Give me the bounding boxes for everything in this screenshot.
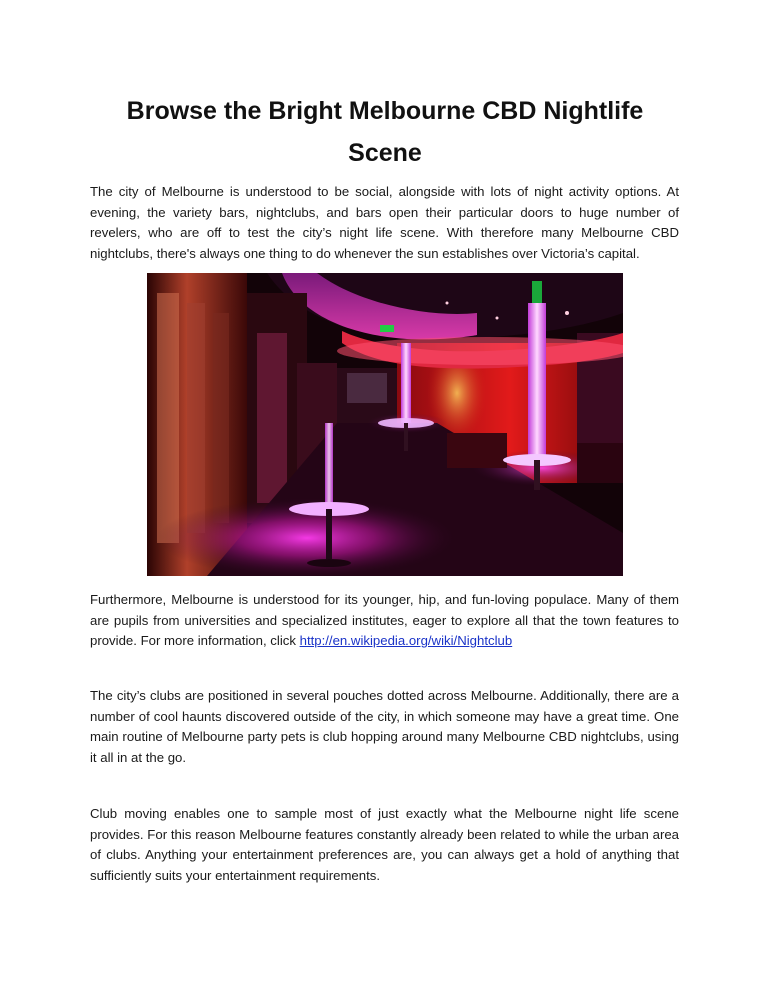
page-title: Browse the Bright Melbourne CBD Nightlife Scene — [126, 97, 644, 167]
paragraph-populace-text: Furthermore, Melbourne is understood for its younger, hip, and fun-loving populace. Many of them are pupils from universities and specialized institutes, eager to explore all that the town features to provide. For more information, click — [90, 592, 679, 649]
paragraph-populace — [90, 590, 679, 652]
paragraph-club-locations: The city’s clubs are positioned in several pouches dotted across Melbourne. Additionally, there are a number of cool haunts discovered outside of the city, in which someone may have a great time. One main routine of Melbourne party pets is club hopping around many Melbourne CBD nightclubs, using it all in at the go. — [90, 688, 679, 765]
nightclub-photo — [147, 273, 623, 576]
wikipedia-nightclub-link[interactable]: http://en.wikipedia.org/wiki/Nightclub — [299, 633, 513, 649]
paragraph-club-hopping: Club moving enables one to sample most of just exactly what the Melbourne night life scene provides. For this reason Melbourne features constantly already been related to while the urban area of clubs. Anything your entertainment preferences are, you can always get a hold of anything that sufficiently suits your entertainment requirements. — [90, 806, 679, 883]
paragraph-intro: The city of Melbourne is understood to be social, alongside with lots of night activity options. At evening, the variety bars, nightclubs, and bars open their particular doors to huge number of revelers, who are off to test the city’s night life scene. With therefore many Melbourne CBD nightclubs, there's always one thing to do whenever the sun establishes over Victoria’s capital. — [90, 184, 679, 261]
